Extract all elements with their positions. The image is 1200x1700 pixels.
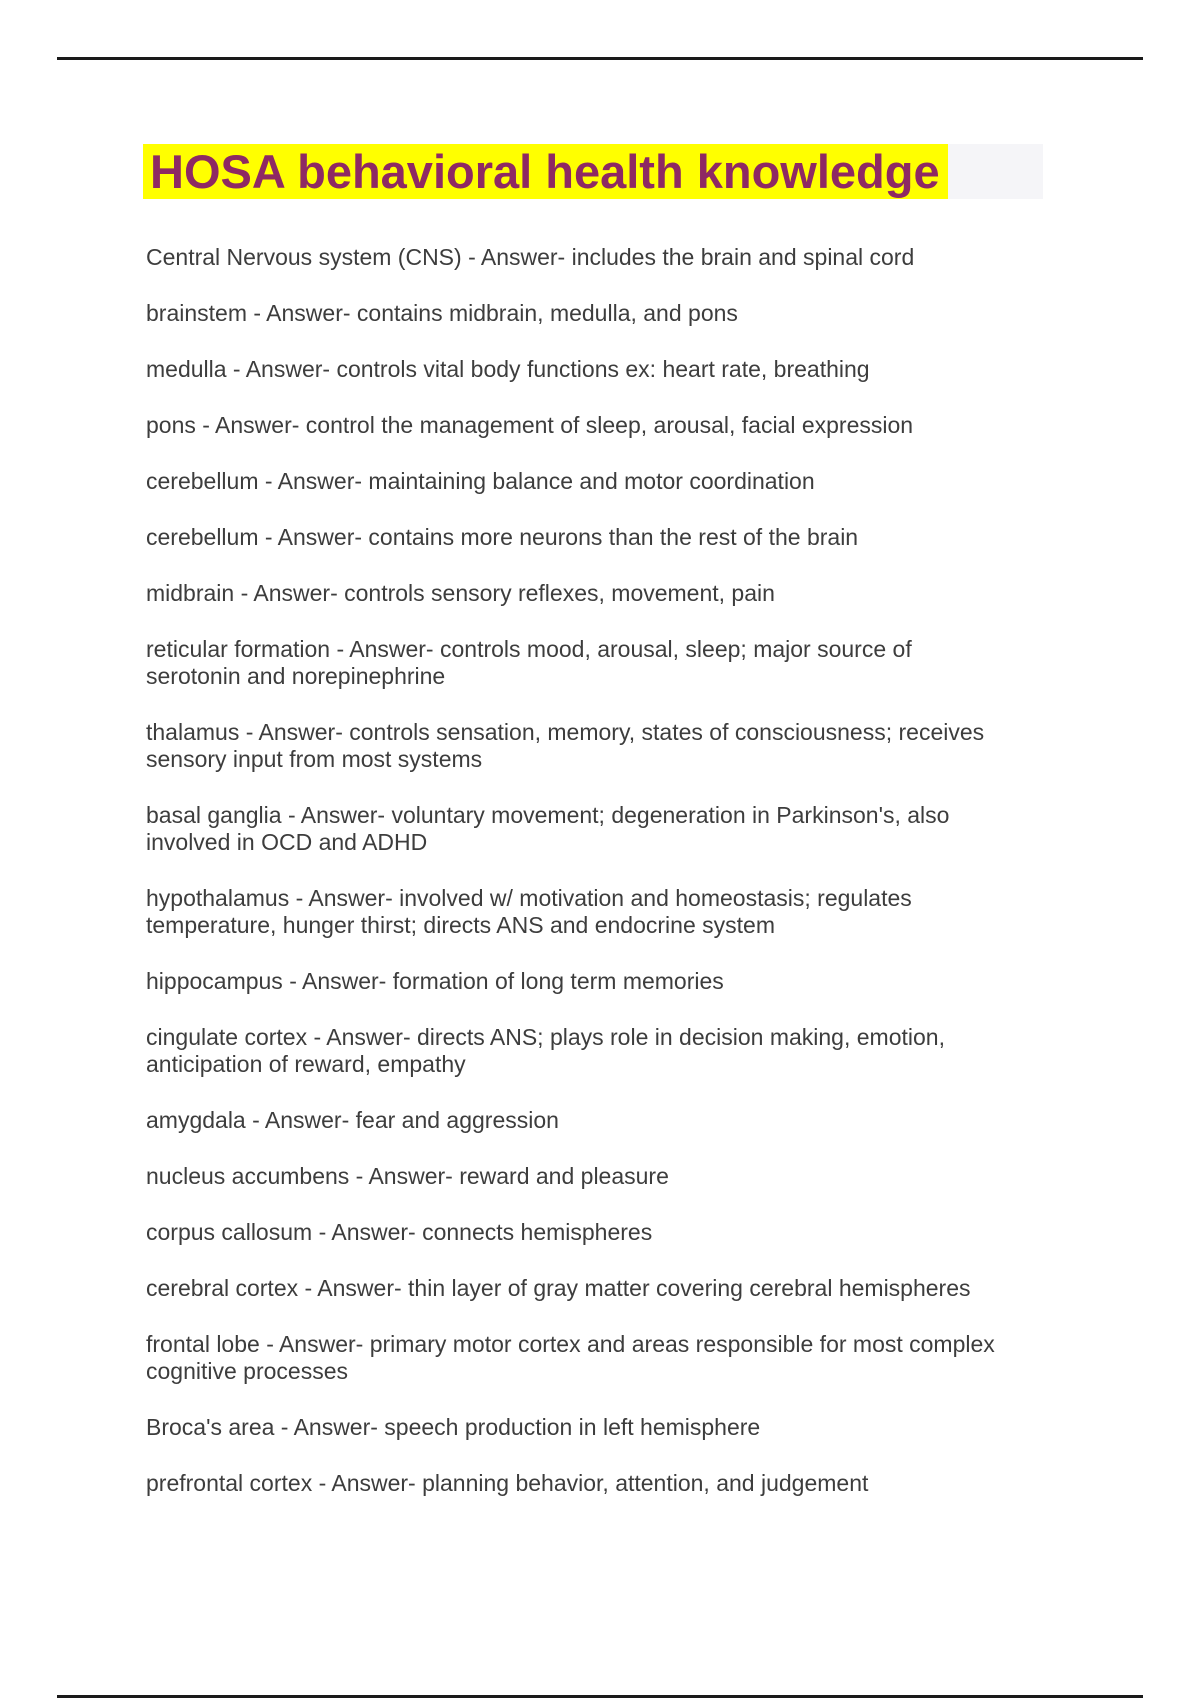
flashcard-line: hippocampus - Answer- formation of long term memories — [146, 968, 724, 994]
flashcard-line: brainstem - Answer- contains midbrain, medulla, and pons — [146, 300, 738, 326]
flashcard-line: prefrontal cortex - Answer- planning behavior, attention, and judgement — [146, 1470, 869, 1496]
flashcard-line: thalamus - Answer- controls sensation, memory, states of consciousness; receives sensory input from most systems — [146, 719, 985, 772]
flashcard-list — [146, 244, 1004, 1526]
flashcard-line: cerebellum - Answer- contains more neurons than the rest of the brain — [146, 524, 859, 550]
bottom-rule — [57, 1695, 1143, 1698]
flashcard-line: medulla - Answer- controls vital body functions ex: heart rate, breathing — [146, 356, 870, 382]
flashcard-line: Broca's area - Answer- speech production in left hemisphere — [146, 1414, 761, 1440]
title-trailing-highlight-box — [948, 144, 1043, 199]
flashcard-line: nucleus accumbens - Answer- reward and pleasure — [146, 1163, 669, 1189]
flashcard-line: Central Nervous system (CNS) - Answer- includes the brain and spinal cord — [146, 244, 915, 270]
title-row — [143, 144, 1043, 199]
flashcard-line: frontal lobe - Answer- primary motor cortex and areas responsible for most complex cognitive processes — [146, 1331, 995, 1384]
flashcard-line: amygdala - Answer- fear and aggression — [146, 1107, 559, 1133]
top-rule — [57, 57, 1143, 60]
flashcard-line: pons - Answer- control the management of sleep, arousal, facial expression — [146, 412, 914, 438]
flashcard-line: cingulate cortex - Answer- directs ANS; plays role in decision making, emotion, anticipation of reward, empathy — [146, 1024, 945, 1077]
flashcard-line: cerebral cortex - Answer- thin layer of gray matter covering cerebral hemispheres — [146, 1275, 971, 1301]
flashcard-line: cerebellum - Answer- maintaining balance and motor coordination — [146, 468, 815, 494]
flashcard-line: hypothalamus - Answer- involved w/ motivation and homeostasis; regulates temperature, hunger thirst; directs ANS and endocrine system — [146, 885, 912, 938]
flashcard-line: midbrain - Answer- controls sensory reflexes, movement, pain — [146, 580, 775, 606]
flashcard-line: corpus callosum - Answer- connects hemispheres — [146, 1219, 653, 1245]
flashcard-line: reticular formation - Answer- controls mood, arousal, sleep; major source of serotonin and norepinephrine — [146, 636, 912, 689]
page-title: HOSA behavioral health knowledge — [143, 144, 948, 199]
flashcard-line: basal ganglia - Answer- voluntary movement; degeneration in Parkinson's, also involved in OCD and ADHD — [146, 802, 950, 855]
